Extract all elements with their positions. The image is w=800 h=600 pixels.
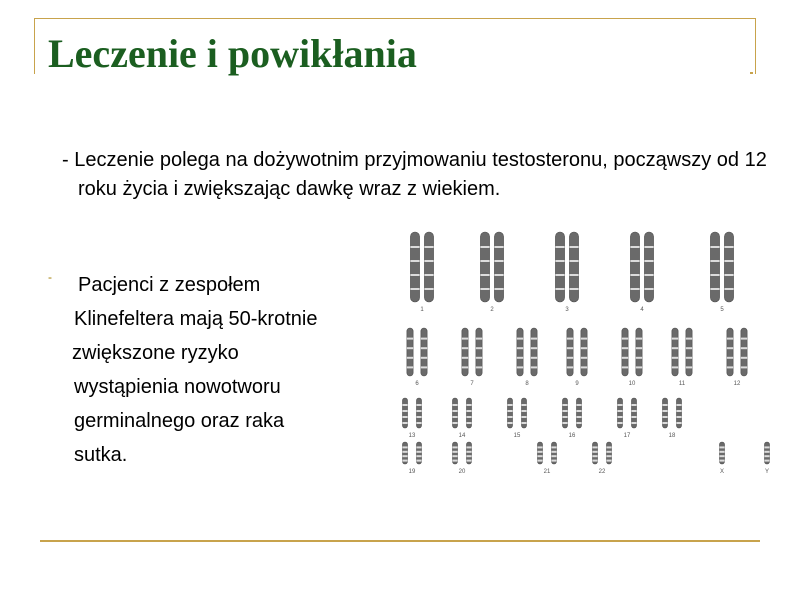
chromosome-band	[632, 422, 637, 424]
chromosome-band	[403, 455, 408, 457]
chromosome-band	[508, 422, 513, 424]
chromosome-band	[476, 338, 482, 340]
chromosome-band	[555, 288, 564, 290]
chromosome-band	[467, 410, 472, 412]
chromosome-band	[552, 446, 557, 448]
chromosome-band	[581, 338, 587, 340]
chromosome-band	[517, 347, 523, 349]
chromosome-band	[421, 366, 427, 368]
chromosome-band	[453, 451, 458, 453]
chromosome-label: 8	[525, 381, 529, 387]
chromosome-band	[672, 366, 678, 368]
chromosome-band	[710, 246, 719, 248]
chromosome	[569, 232, 578, 302]
chromosome-band	[677, 404, 682, 406]
chromosome-band	[467, 404, 472, 406]
chromosome-label: 14	[458, 433, 466, 439]
chromosome-band	[577, 416, 582, 418]
chromosome-band	[424, 274, 433, 276]
chromosome-label: 13	[408, 433, 416, 439]
chromosome-band	[407, 338, 413, 340]
chromosome-band	[727, 338, 733, 340]
chromosome-band	[453, 410, 458, 412]
chromosome-band	[403, 446, 408, 448]
chromosome-band	[663, 422, 668, 424]
chromosome-band	[622, 338, 628, 340]
chromosome-band	[622, 357, 628, 359]
chromosome-label: 10	[628, 381, 636, 387]
chromosome-band	[531, 347, 537, 349]
chromosome	[636, 328, 642, 376]
chromosome-band	[552, 451, 557, 453]
chromosome-band	[686, 357, 692, 359]
chromosome-band	[765, 451, 770, 453]
chromosome-band	[538, 446, 543, 448]
chromosome-band	[522, 416, 527, 418]
chromosome-band	[636, 338, 642, 340]
chromosome-band	[494, 274, 503, 276]
chromosome-band	[538, 451, 543, 453]
chromosome-band	[424, 288, 433, 290]
chromosome-band	[508, 410, 513, 412]
chromosome	[581, 328, 587, 376]
karyotype-image	[392, 228, 782, 490]
chromosome-band	[765, 455, 770, 457]
chromosome	[424, 232, 433, 302]
chromosome-band	[552, 455, 557, 457]
chromosome-band	[421, 357, 427, 359]
chromosome-band	[618, 416, 623, 418]
frame-left-border	[34, 18, 35, 74]
chromosome-band	[531, 338, 537, 340]
chromosome-band	[672, 357, 678, 359]
chromosome-band	[710, 288, 719, 290]
chromosome-band	[581, 347, 587, 349]
chromosome-band	[417, 422, 422, 424]
chromosome-band	[403, 422, 408, 424]
chromosome-band	[622, 347, 628, 349]
chromosome-band	[410, 288, 419, 290]
chromosome-band	[453, 460, 458, 462]
chromosome-band	[453, 416, 458, 418]
chromosome-band	[720, 446, 725, 448]
chromosome-label: 21	[543, 469, 551, 475]
chromosome	[410, 232, 419, 302]
chromosome-band	[622, 366, 628, 368]
chromosome-band	[517, 357, 523, 359]
chromosome-label: 2	[490, 307, 494, 313]
chromosome-band	[618, 422, 623, 424]
chromosome-band	[724, 274, 733, 276]
chromosome	[567, 328, 573, 376]
chromosome	[710, 232, 719, 302]
chromosome	[517, 328, 523, 376]
chromosome-band	[563, 416, 568, 418]
chromosome-band	[407, 366, 413, 368]
chromosome-band	[421, 347, 427, 349]
chromosome-band	[636, 357, 642, 359]
chromosome	[555, 232, 564, 302]
chromosome-band	[403, 410, 408, 412]
chromosome-label: 20	[458, 469, 466, 475]
chromosome-band	[467, 446, 472, 448]
chromosome-band	[563, 422, 568, 424]
chromosome-label: Y	[764, 469, 770, 475]
chromosome-band	[677, 416, 682, 418]
chromosome-band	[522, 422, 527, 424]
chromosome-band	[417, 404, 422, 406]
risk-line: Klinefeltera mają 50-krotnie	[74, 308, 318, 330]
chromosome-band	[672, 347, 678, 349]
chromosome-band	[467, 460, 472, 462]
chromosome-band	[517, 366, 523, 368]
chromosome-band	[555, 274, 564, 276]
chromosome-band	[593, 455, 598, 457]
chromosome-band	[741, 366, 747, 368]
chromosome-band	[632, 410, 637, 412]
chromosome-label: 11	[678, 381, 686, 387]
chromosome-band	[494, 260, 503, 262]
chromosome-label: X	[719, 469, 725, 475]
chromosome-band	[636, 366, 642, 368]
bottom-rule	[40, 540, 760, 542]
chromosome-band	[522, 410, 527, 412]
chromosome-band	[462, 347, 468, 349]
title-dot	[750, 72, 753, 74]
chromosome-label: 5	[720, 307, 724, 313]
chromosome-band	[417, 455, 422, 457]
chromosome-band	[569, 288, 578, 290]
chromosome-band	[531, 366, 537, 368]
chromosome-band	[710, 274, 719, 276]
chromosome-band	[424, 246, 433, 248]
chromosome	[462, 328, 468, 376]
chromosome-band	[538, 455, 543, 457]
chromosome-label: 4	[640, 307, 644, 313]
chromosome-band	[480, 288, 489, 290]
chromosome-band	[494, 246, 503, 248]
chromosome	[480, 232, 489, 302]
chromosome	[407, 328, 413, 376]
chromosome-label: 17	[623, 433, 631, 439]
chromosome-band	[644, 246, 653, 248]
chromosome-band	[407, 357, 413, 359]
chromosome-band	[686, 366, 692, 368]
chromosome-band	[618, 404, 623, 406]
chromosome-band	[403, 451, 408, 453]
chromosome-band	[494, 288, 503, 290]
chromosome-band	[593, 446, 598, 448]
chromosome-band	[417, 451, 422, 453]
chromosome-band	[686, 338, 692, 340]
chromosome-band	[593, 460, 598, 462]
chromosome-band	[480, 260, 489, 262]
chromosome	[476, 328, 482, 376]
treatment-paragraph: - Leczenie polega na dożywotnim przyjmowaniu testosteronu, począwszy od 12 roku życia i zwiększając dawkę wraz z wiekiem.	[62, 149, 767, 200]
chromosome-band	[727, 366, 733, 368]
risk-line: germinalnego oraz raka	[74, 410, 285, 432]
chromosome-band	[630, 246, 639, 248]
chromosome-band	[630, 260, 639, 262]
chromosome-band	[632, 404, 637, 406]
chromosome-band	[417, 460, 422, 462]
chromosome	[494, 232, 503, 302]
chromosome	[724, 232, 733, 302]
chromosome-band	[555, 246, 564, 248]
chromosome-label: 9	[575, 381, 579, 387]
chromosome-label: 3	[565, 307, 569, 313]
chromosome-band	[569, 246, 578, 248]
chromosome-band	[453, 455, 458, 457]
chromosome-band	[724, 260, 733, 262]
chromosome-band	[569, 274, 578, 276]
chromosome-band	[563, 410, 568, 412]
chromosome-band	[538, 460, 543, 462]
chromosome-band	[672, 338, 678, 340]
chromosome-band	[480, 274, 489, 276]
chromosome	[727, 328, 733, 376]
chromosome-band	[462, 338, 468, 340]
chromosome-band	[417, 410, 422, 412]
frame-top-border	[34, 18, 756, 19]
chromosome-band	[424, 260, 433, 262]
chromosome-band	[607, 460, 612, 462]
chromosome-band	[569, 260, 578, 262]
chromosome-band	[727, 357, 733, 359]
chromosome	[531, 328, 537, 376]
chromosome-band	[607, 446, 612, 448]
chromosome-band	[727, 347, 733, 349]
chromosome-band	[636, 347, 642, 349]
chromosome-band	[410, 246, 419, 248]
chromosome-band	[467, 422, 472, 424]
chromosome-band	[577, 422, 582, 424]
chromosome-band	[552, 460, 557, 462]
chromosome-label: 6	[415, 381, 419, 387]
bullet-marker: -	[48, 270, 52, 284]
chromosome-band	[581, 366, 587, 368]
chromosome	[630, 232, 639, 302]
chromosome-band	[632, 416, 637, 418]
risk-line: Pacjenci z zespołem	[78, 274, 261, 296]
chromosome-band	[476, 347, 482, 349]
slide-title: Leczenie i powikłania	[48, 31, 417, 76]
chromosome-label: 7	[470, 381, 474, 387]
chromosome-band	[765, 446, 770, 448]
chromosome-band	[567, 357, 573, 359]
chromosome	[672, 328, 678, 376]
chromosome-band	[531, 357, 537, 359]
risk-paragraph	[66, 268, 376, 472]
chromosome-band	[417, 416, 422, 418]
chromosome-band	[462, 357, 468, 359]
chromosome-band	[476, 357, 482, 359]
chromosome-band	[630, 288, 639, 290]
chromosome-band	[618, 410, 623, 412]
chromosome-band	[467, 455, 472, 457]
chromosome-band	[741, 338, 747, 340]
chromosome-band	[407, 347, 413, 349]
chromosome-label: 12	[733, 381, 741, 387]
chromosome-band	[567, 347, 573, 349]
chromosome-band	[581, 357, 587, 359]
chromosome-band	[607, 455, 612, 457]
chromosome-band	[630, 274, 639, 276]
chromosome-band	[522, 404, 527, 406]
chromosome-band	[517, 338, 523, 340]
chromosome-band	[476, 366, 482, 368]
chromosome-band	[410, 260, 419, 262]
chromosome-band	[607, 451, 612, 453]
chromosome-label: 22	[598, 469, 606, 475]
chromosome	[421, 328, 427, 376]
chromosome-band	[555, 260, 564, 262]
chromosome	[644, 232, 653, 302]
chromosome-label: 15	[513, 433, 521, 439]
chromosome-band	[480, 246, 489, 248]
chromosome-band	[741, 357, 747, 359]
chromosome-band	[403, 416, 408, 418]
chromosome-band	[453, 446, 458, 448]
chromosome-band	[453, 422, 458, 424]
frame-right-border	[755, 18, 756, 74]
chromosome-label: 1	[420, 307, 424, 313]
chromosome-band	[508, 404, 513, 406]
chromosome-band	[677, 410, 682, 412]
chromosome-band	[644, 274, 653, 276]
chromosome-band	[663, 416, 668, 418]
chromosome-band	[462, 366, 468, 368]
chromosome	[741, 328, 747, 376]
chromosome-band	[403, 404, 408, 406]
chromosome-band	[567, 338, 573, 340]
risk-line: wystąpienia nowotworu	[74, 376, 281, 398]
chromosome-band	[410, 274, 419, 276]
chromosome-band	[508, 416, 513, 418]
chromosome-label: 18	[668, 433, 676, 439]
chromosome-band	[724, 246, 733, 248]
chromosome-band	[677, 422, 682, 424]
chromosome-label: 16	[568, 433, 576, 439]
chromosome-band	[644, 260, 653, 262]
chromosome-band	[765, 460, 770, 462]
chromosome-band	[644, 288, 653, 290]
chromosome-band	[720, 460, 725, 462]
chromosome-band	[577, 410, 582, 412]
chromosome-label: 19	[408, 469, 416, 475]
chromosome-band	[741, 347, 747, 349]
chromosome-band	[663, 410, 668, 412]
chromosome-band	[567, 366, 573, 368]
chromosome-band	[577, 404, 582, 406]
chromosome-band	[663, 404, 668, 406]
chromosome-band	[421, 338, 427, 340]
chromosome-band	[686, 347, 692, 349]
chromosome-band	[720, 455, 725, 457]
chromosome-band	[417, 446, 422, 448]
chromosome-band	[403, 460, 408, 462]
chromosome-band	[710, 260, 719, 262]
chromosome-band	[453, 404, 458, 406]
risk-line: sutka.	[74, 444, 128, 466]
chromosome-band	[467, 416, 472, 418]
risk-line: zwiększone ryzyko	[72, 342, 239, 364]
chromosome-band	[724, 288, 733, 290]
chromosome	[622, 328, 628, 376]
chromosome-band	[467, 451, 472, 453]
chromosome-band	[563, 404, 568, 406]
chromosome-band	[593, 451, 598, 453]
chromosome	[686, 328, 692, 376]
chromosome-band	[720, 451, 725, 453]
